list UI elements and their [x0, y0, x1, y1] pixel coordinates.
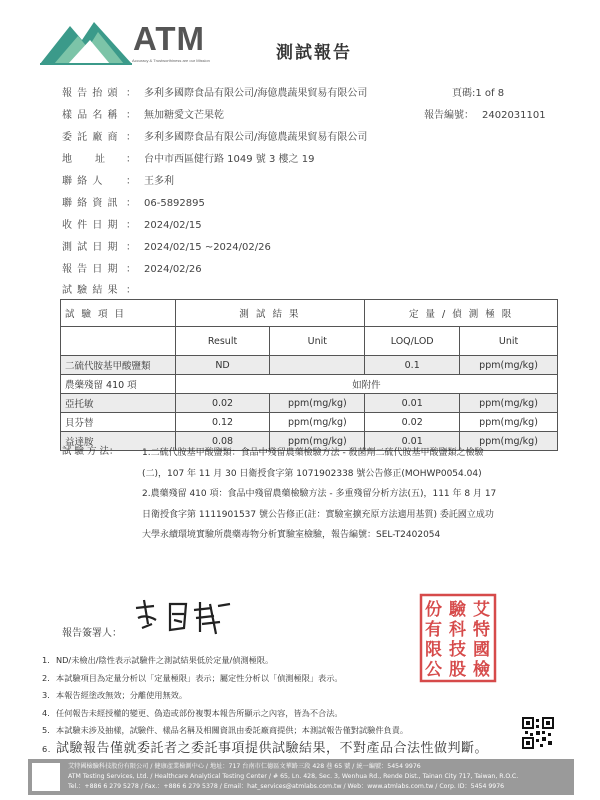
method-line: (二)，107 年 11 月 30 日衛授食字第 1071902338 號公告修正(MOHWP0054.04) [142, 468, 482, 479]
list-item: 2. 本試驗項目為定量分析以「定量極限」表示；屬定性分析以「偵測極限」表示。 [42, 672, 343, 683]
cell-result: 0.12 [175, 413, 270, 432]
cell-unit: ppm(mg/kg) [270, 413, 365, 432]
subheader-unit-2: Unit [460, 327, 558, 356]
svg-text:有: 有 [425, 620, 442, 640]
info-row-address: 地 址 ： 台中市西區健行路 1049 號 3 樓之 19 [62, 154, 315, 165]
page-number: 頁碼:1 of 8 [452, 88, 505, 99]
cell-unit: ppm(mg/kg) [270, 394, 365, 413]
svg-text:驗: 驗 [449, 600, 466, 620]
qr-code-icon [522, 717, 554, 749]
header-test-result: 測 試 結 果 [175, 300, 365, 327]
table-subheader-row [61, 327, 558, 356]
cell-result: 0.02 [175, 394, 270, 413]
cell-loq: 0.01 [365, 394, 460, 413]
svg-text:技: 技 [449, 640, 466, 660]
table-row [61, 394, 558, 413]
cell-unit-2: ppm(mg/kg) [460, 356, 558, 375]
table-row [61, 356, 558, 375]
header-limit: 定 量 / 偵 測 極 限 [365, 300, 558, 327]
info-row-sample: 樣 品 名 稱 ： 無加糖愛文芒果乾 [62, 110, 224, 121]
logo-tagline: Accuracy & Trustworthiness are our Mission [132, 58, 210, 63]
cell-result: ND [175, 356, 270, 375]
info-row-results: 試 驗 結 果 ： [62, 285, 136, 296]
cell-item: 農藥殘留 410 項 [61, 375, 176, 394]
cell-see-attachment: 如附件 [175, 375, 557, 394]
cell-unit-2: ppm(mg/kg) [460, 394, 558, 413]
cell-unit-2: ppm(mg/kg) [460, 413, 558, 432]
method-line: 大學永續環境實驗所農藥毒物分析實驗室檢驗，報告編號：SEL-T2402054 [142, 530, 441, 540]
cell-item: 益達胺 [61, 432, 176, 451]
svg-text:檢: 檢 [473, 660, 490, 680]
info-row-test-date: 測 試 日 期 ： 2024/02/15 ~2024/02/26 [62, 242, 271, 253]
svg-text:股: 股 [449, 660, 466, 680]
svg-text:科: 科 [449, 620, 466, 640]
footer-line: 艾特國檢驗科技股份有限公司 / 健康產業檢測中心 / 地址：717 台南市仁德區文華路三段 428 巷 65 號 / 統一編號：5454 9976 [68, 763, 421, 770]
cell-item: 貝芬替 [61, 413, 176, 432]
table-header-row [61, 300, 558, 327]
list-item: 1. ND/未檢出/陰性表示試驗件之測試結果低於定量/偵測極限。 [42, 655, 274, 665]
footer-text [68, 762, 568, 792]
list-item: 6. 試驗報告僅就委託者之委託事項提供試驗結果，不對產品合法性做判斷。 [42, 740, 489, 756]
report-number: 報告編號： 2402031101 [424, 110, 546, 121]
cell-unit [270, 356, 365, 375]
info-row-contact: 聯 絡 人 ： 王多利 [62, 176, 174, 187]
info-row-report-to: 報 告 抬 頭 ： 多利多國際食品有限公司/海億農蔬果貿易有限公司 [62, 88, 368, 99]
subheader-unit: Unit [270, 327, 365, 356]
cell-unit-2: ppm(mg/kg) [460, 432, 558, 451]
page-title: 測試報告 [276, 43, 352, 63]
list-item: 5. 本試驗未涉及抽樣，試驗件、樣品名稱及相關資訊由委託廠商提供；本測試報告僅對試驗件負責。 [42, 725, 409, 736]
svg-text:特: 特 [473, 620, 490, 640]
list-item: 4. 任何報告未經授權的變更、偽造或部份複製本報告所顯示之內容，皆為不合法。 [42, 707, 343, 718]
method-line: 2.農藥殘留 410 項：食品中殘留農藥檢驗方法 - 多重殘留分析方法(五)，111 年 8 月 17 [142, 489, 497, 499]
method-text [142, 443, 572, 546]
footer-line: ATM Testing Services, Ltd. / Healthcare Analytical Testing Center / # 65, Ln. 428, Sec. 3, Wenhua Rd., Rende Dist., Tainan City 717, Taiwan, R.O.C. [68, 773, 519, 780]
info-row-report-date: 報 告 日 期 ： 2024/02/26 [62, 264, 202, 275]
method-label: 試 驗 方 法： [62, 446, 119, 457]
cell-loq: 0.01 [365, 432, 460, 451]
svg-text:份: 份 [425, 600, 442, 620]
cell-item: 二硫代胺基甲酸鹽類 [61, 356, 176, 375]
info-row-received: 收 件 日 期 ： 2024/02/15 [62, 220, 202, 231]
cell-result: 0.08 [175, 432, 270, 451]
info-row-client: 委 託 廠 商 ： 多利多國際食品有限公司/海億農蔬果貿易有限公司 [62, 132, 368, 143]
cell-item: 亞托敏 [61, 394, 176, 413]
notes-list [42, 652, 582, 759]
cell-loq: 0.1 [365, 356, 460, 375]
handwritten-signature [130, 594, 240, 640]
subheader-loq: LOQ/LOD [365, 327, 460, 356]
logo-wordmark: ATM [133, 20, 206, 57]
signatory-label: 報告簽署人： [62, 628, 122, 639]
subheader-result: Result [175, 327, 270, 356]
results-table [60, 299, 558, 451]
signature [130, 594, 240, 648]
svg-text:艾: 艾 [473, 600, 490, 620]
svg-text:國: 國 [473, 640, 490, 660]
list-item: 3. 本報告經塗改無效；分離使用無效。 [42, 690, 188, 701]
svg-text:公: 公 [425, 660, 442, 680]
table-row [61, 375, 558, 394]
method-line: 日衛授食字第 1111901537 號公告修正(註：實驗室擴充原方法適用基質) 委託國立成功 [142, 509, 494, 520]
cell-loq: 0.02 [365, 413, 460, 432]
footer-line: Tel.：+886 6 279 5278 / Fax.：+886 6 279 5378 / Email：hat_services@atmlabs.com.tw / Web：www.atmlabs.com.tw / Corp. ID：5454 9976 [68, 783, 505, 790]
info-row-phone: 聯 絡 資 訊 ： 06-5892895 [62, 198, 205, 209]
header-test-item: 試 驗 項 目 [61, 300, 176, 327]
svg-text:限: 限 [425, 640, 442, 660]
method-line: 1.二硫代胺基甲酸鹽類：食品中殘留農藥檢驗方法 - 殺菌劑二硫代胺基甲酸鹽類之檢驗 [142, 448, 484, 458]
footer-qr-icon [32, 763, 60, 791]
footer-bar [28, 759, 574, 795]
cell-unit: ppm(mg/kg) [270, 432, 365, 451]
table-row [61, 413, 558, 432]
